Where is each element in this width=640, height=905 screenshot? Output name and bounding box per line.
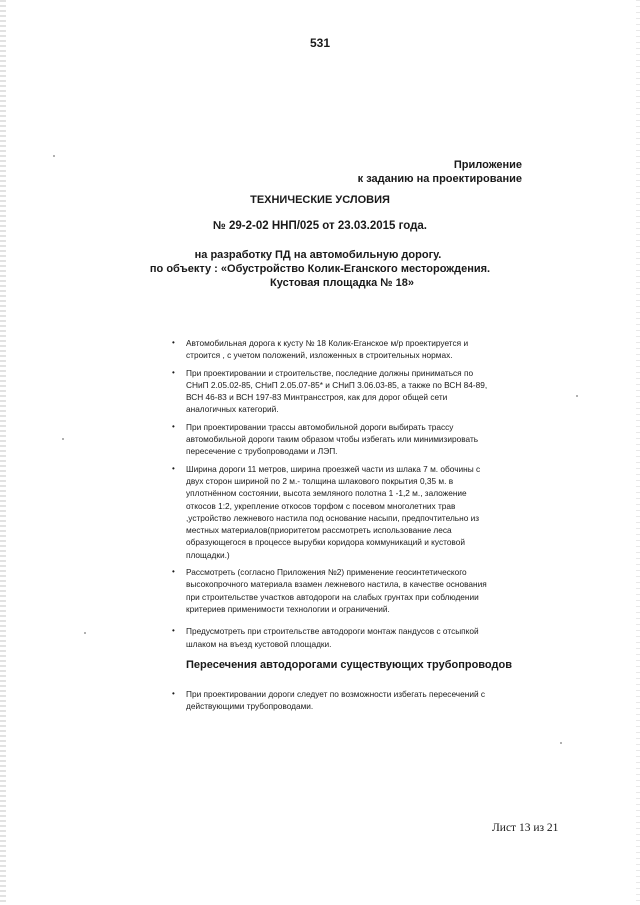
list-item-line: При проектировании дороги следует по возможности избегать пересечений с xyxy=(186,689,486,699)
list-item-line: Ширина дороги 11 метров, ширина проезжей части из шлака 7 м. обочины с xyxy=(186,463,481,474)
list-item-line: шлаком на въезд кустовой площадки. xyxy=(186,638,332,649)
list-item-line: ,устройство лежневого настила под основание насыпи, предпочтительно из xyxy=(186,512,480,523)
scan-edge-left xyxy=(0,0,6,905)
bullet-icon: • xyxy=(172,367,175,377)
list-item-line: Рассмотреть (согласно Приложения №2) применение геосинтетического xyxy=(186,567,467,578)
list-item-line: Предусмотреть при строительстве автодороги монтаж пандусов с отсыпкой xyxy=(186,626,479,637)
list-item-line: уплотнённом состоянии, высота земляного полотна 1 -1,2 м., заложение xyxy=(186,488,467,499)
list-item-line: при строительстве участков автодороги на слабых грунтах при соблюдении xyxy=(186,591,479,602)
list-item-line: критериев применимости технологии и ограничений. xyxy=(186,603,390,614)
list-item xyxy=(170,566,530,615)
bullet-icon: • xyxy=(172,689,175,698)
list-item-line: При проектировании трассы автомобильной дороги выбирать трассу xyxy=(186,421,454,432)
appendix-line-2: к заданию на проектирование xyxy=(357,173,522,185)
list-item-line: ВСН 46-83 и ВСН 197-83 Минтрансстроя, как для дорог общей сети xyxy=(186,392,448,403)
bullet-icon: • xyxy=(172,338,175,347)
list-item-line: аналогичных категорий. xyxy=(186,404,279,415)
bullet-icon: • xyxy=(172,463,175,473)
bullet-icon: • xyxy=(172,567,175,577)
appendix-line-1: Приложение xyxy=(453,159,522,171)
section-heading: Пересечения автодорогами существующих трубопроводов xyxy=(186,659,512,671)
list-item-line: двух сторон шириной по 2 м.- толщина шлакового покрытия 0,35 м. в xyxy=(186,475,454,486)
scan-speck xyxy=(576,395,578,397)
subject-line-3: Кустовая площадка № 18» xyxy=(270,277,414,289)
list-item xyxy=(170,421,530,458)
bullet-icon: • xyxy=(172,626,175,636)
scan-speck xyxy=(62,438,64,440)
list-item xyxy=(170,463,530,561)
scan-edge-right xyxy=(636,0,640,905)
crossings-list xyxy=(170,688,530,713)
list-item-line: площадки.) xyxy=(186,549,230,560)
sheet-number: Лист 13 из 21 xyxy=(492,822,559,834)
appendix-note xyxy=(358,158,522,186)
list-item-line: пересечение с трубопроводами и ЛЭП. xyxy=(186,446,338,457)
page-number: 531 xyxy=(309,36,331,50)
bullet-icon: • xyxy=(172,421,175,431)
document-title: ТЕХНИЧЕСКИЕ УСЛОВИЯ xyxy=(250,194,390,206)
subject-line-1: на разработку ПД на автомобильную дорогу. xyxy=(194,249,442,261)
document-number: № 29-2-02 ННП/025 от 23.03.2015 года. xyxy=(212,220,428,232)
list-item-line: образующегося в процессе вырубки коридора коммуникаций и кустовой xyxy=(186,537,465,548)
list-item-line: автомобильной дороги таким образом чтобы избегать или минимизировать xyxy=(186,434,479,445)
subject-line-2: по объекту : «Обустройство Колик-Еганского месторождения. xyxy=(149,263,491,275)
list-item-line: местных материалов(приоритетом рассмотреть использование леса xyxy=(186,525,452,536)
list-item-line: СНиП 2.05.02-85, СНиП 2.05.07-85* и СНиП 3.06.03-85, а также по ВСН 84-89, xyxy=(186,379,488,390)
scan-speck xyxy=(84,632,86,634)
scan-speck xyxy=(560,742,562,744)
list-item xyxy=(170,367,530,416)
list-item-line: действующими трубопроводами. xyxy=(186,701,314,712)
list-item-line: строится , с учетом положений, изложенных в строительных нормах. xyxy=(186,350,453,361)
scan-speck xyxy=(53,155,55,157)
list-item xyxy=(170,625,530,650)
list-item xyxy=(170,688,530,713)
list-item xyxy=(170,337,530,362)
list-item-line: Автомобильная дорога к кусту № 18 Колик-Еганское м/р проектируется и xyxy=(186,338,469,348)
requirements-list xyxy=(170,337,530,655)
list-item-line: откосов 1:2, укрепление откосов торфом с посевом многолетних трав xyxy=(186,500,456,511)
list-item-line: высокопрочного материала взамен лежневого настила, в качестве основания xyxy=(186,579,487,590)
document-subject xyxy=(0,248,640,290)
list-item-line: При проектировании и строительстве, последние должны приниматься по xyxy=(186,367,474,378)
